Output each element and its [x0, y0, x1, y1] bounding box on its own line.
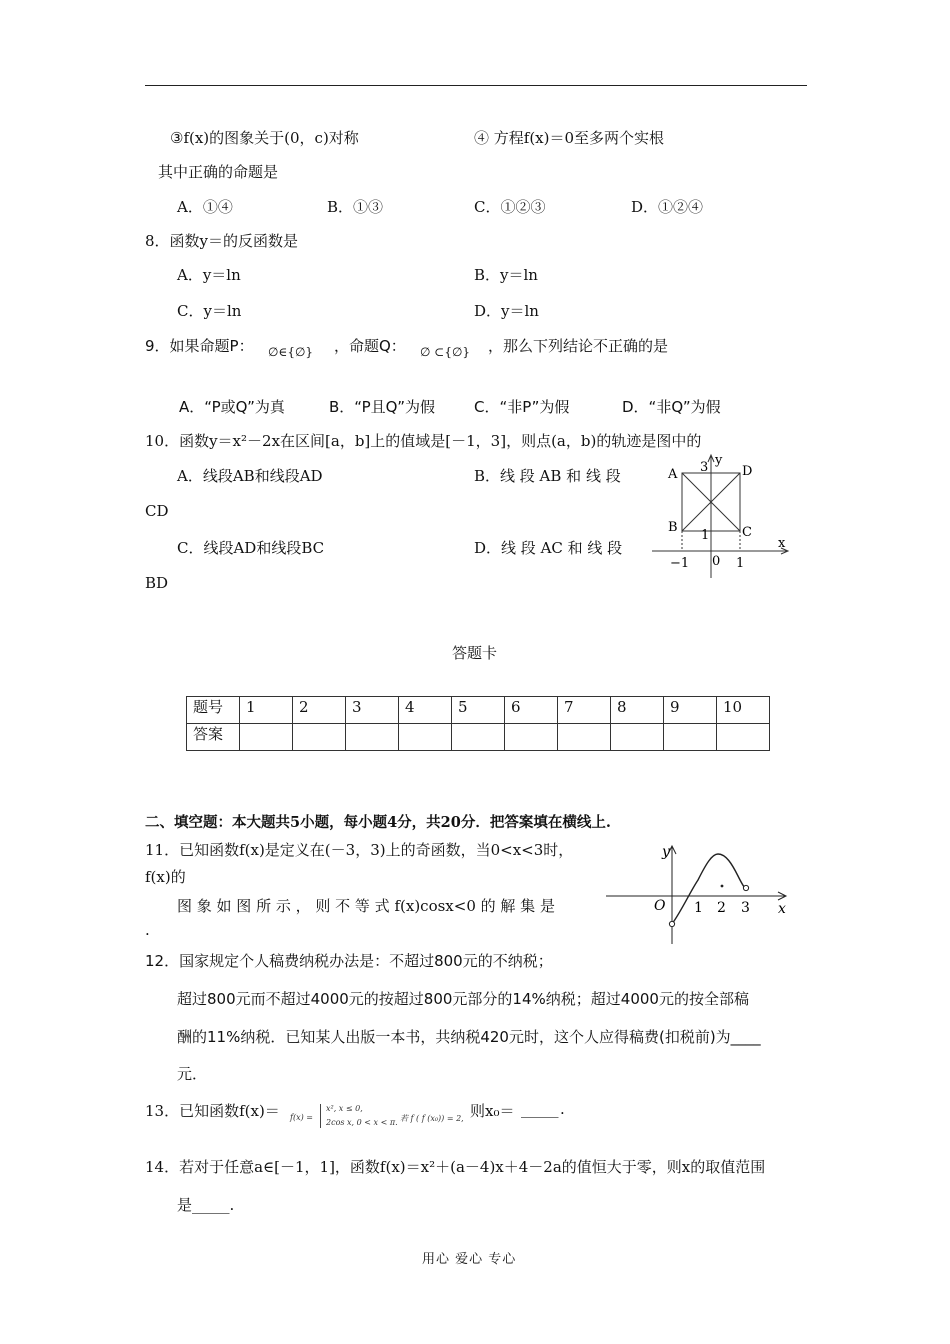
- q9-option-a: A．“P或Q”为真: [179, 398, 285, 416]
- answer-card-number: 10: [717, 697, 770, 724]
- q10-label-a: A: [668, 467, 678, 482]
- q11-open-point-right: [743, 885, 748, 890]
- q13-case1: x², x ≤ 0,: [326, 1104, 363, 1113]
- answer-card-number: 6: [505, 697, 558, 724]
- answer-cell[interactable]: [452, 724, 505, 751]
- q10-label-d: D: [742, 464, 753, 479]
- q13-end: .: [560, 1100, 565, 1118]
- q11-tick-1: 1: [694, 900, 703, 916]
- q7-prop4: ④ 方程f(x)＝0至多两个实根: [474, 129, 665, 147]
- q11-curve: [672, 854, 745, 924]
- answer-cell[interactable]: [293, 724, 346, 751]
- q11-figure: [598, 840, 798, 950]
- q10-option-d: D．线 段 AC 和 线 段: [474, 539, 623, 557]
- q7-stem: 其中正确的命题是: [158, 163, 279, 181]
- q9-option-d: D．“非Q”为假: [622, 398, 721, 416]
- q10-label-zero: 0: [712, 554, 721, 569]
- answer-cell[interactable]: [505, 724, 558, 751]
- q10-figure: [648, 450, 798, 580]
- section2-heading: 二、填空题：本大题共5小题，每小题4分，共20分．把答案填在横线上.: [145, 814, 611, 831]
- answer-card-table: [186, 696, 770, 751]
- q8-option-c: C．y＝ln: [177, 302, 242, 320]
- q11-tick-2: 2: [717, 900, 726, 916]
- q10-label-x: x: [778, 536, 786, 551]
- q13-case2: 2cos x, 0 < x < π.: [326, 1118, 398, 1127]
- q8-stem: 8．函数y＝的反函数是: [145, 232, 299, 250]
- q13-brace: [320, 1104, 323, 1128]
- q10-option-a: A．线段AB和线段AD: [177, 467, 323, 485]
- q7-option-a: A．①④: [177, 198, 233, 216]
- answer-cell[interactable]: [346, 724, 399, 751]
- answer-card-number: 7: [558, 697, 611, 724]
- answer-card-number: 5: [452, 697, 505, 724]
- answer-cell[interactable]: [717, 724, 770, 751]
- q11-label-x: x: [778, 901, 786, 917]
- q10-label-one-x: 1: [736, 556, 745, 571]
- q9-option-b: B．“P且Q”为假: [329, 398, 435, 416]
- q14-line1: 14．若对于任意a∈[－1，1]，函数f(x)＝x²＋(a－4)x＋4－2a的值恒大于零，则x的取值范围: [145, 1158, 766, 1176]
- q11-dot: [721, 885, 724, 888]
- q10-label-neg-one: −1: [670, 556, 690, 571]
- answer-card-number: 8: [611, 697, 664, 724]
- q9-stem-b: ，命题Q：: [334, 337, 406, 355]
- page-footer: 用心 爱心 专心: [422, 1252, 517, 1267]
- q9-q-set: ∅ ⊂{∅}: [420, 345, 471, 359]
- q12-line1: 12．国家规定个人稿费纳税办法是：不超过800元的不纳税；: [145, 952, 553, 970]
- q12-line4: 元．: [177, 1065, 208, 1083]
- q11-label-o: O: [654, 898, 666, 914]
- q10-option-d-cont: BD: [145, 574, 169, 592]
- q11-label-y: y: [662, 844, 670, 860]
- answer-card-number: 3: [346, 697, 399, 724]
- q11-tick-3: 3: [741, 900, 750, 916]
- q9-p-set: ∅∈{∅}: [268, 345, 314, 359]
- q11-line3: 图 象 如 图 所 示 ， 则 不 等 式 f(x)cosx<0 的 解 集 是: [177, 897, 555, 915]
- q10-option-b-cont: CD: [145, 502, 169, 520]
- answer-card-row2-label: 答案: [187, 724, 240, 751]
- q7-option-c: C．①②③: [474, 198, 546, 216]
- q7-option-d: D．①②④: [631, 198, 704, 216]
- answer-card-number: 1: [240, 697, 293, 724]
- q12-line2: 超过800元而不超过4000元的按超过800元部分的14%纳税；超过4000元的按全部稿: [177, 990, 749, 1008]
- answer-cell[interactable]: [611, 724, 664, 751]
- header-rule: [145, 85, 807, 86]
- q7-prop3: ③f(x)的图象关于(0，c)对称: [170, 129, 359, 147]
- q13-stem-b: 则x₀＝: [470, 1102, 515, 1120]
- q9-stem-c: ，那么下列结论不正确的是: [488, 337, 669, 355]
- q13-condition: 若 f ( f (x₀)) = 2,: [400, 1114, 464, 1123]
- answer-card-answer-row: [187, 724, 770, 751]
- answer-cell[interactable]: [240, 724, 293, 751]
- q8-option-a: A．y＝ln: [177, 266, 241, 284]
- q9-stem-a: 9．如果命题P：: [145, 337, 254, 355]
- answer-cell[interactable]: [399, 724, 452, 751]
- q7-option-b: B．①③: [327, 198, 384, 216]
- answer-card-number: 4: [399, 697, 452, 724]
- q11-line2: f(x)的: [145, 868, 186, 886]
- answer-card-row1-label: 题号: [187, 697, 240, 724]
- q13-blank[interactable]: _____: [521, 1100, 559, 1118]
- q10-option-c: C．线段AD和线段BC: [177, 539, 325, 557]
- answer-cell[interactable]: [664, 724, 717, 751]
- q10-label-y: y: [715, 453, 723, 468]
- q8-option-b: B．y＝ln: [474, 266, 538, 284]
- q10-label-one: 1: [701, 528, 710, 543]
- q10-label-b: B: [668, 520, 678, 535]
- q10-label-three: 3: [700, 460, 709, 475]
- q11-line4: .: [145, 921, 150, 939]
- answer-card-number-row: [187, 697, 770, 724]
- q8-option-d: D．y＝ln: [474, 302, 539, 320]
- q11-line1: 11．已知函数f(x)是定义在(－3，3)上的奇函数，当0<x<3时，: [145, 841, 574, 859]
- q10-stem: 10．函数y＝x²－2x在区间[a，b]上的值域是[－1，3]，则点(a，b)的轨迹是图中的: [145, 432, 702, 450]
- q9-option-c: C．“非P”为假: [474, 398, 570, 416]
- answer-card-number: 2: [293, 697, 346, 724]
- q10-label-c: C: [742, 525, 752, 540]
- q11-open-point-left: [669, 921, 674, 926]
- q14-line2: 是_____.: [177, 1196, 235, 1214]
- answer-card-number: 9: [664, 697, 717, 724]
- q13-stem-a: 13．已知函数f(x)＝: [145, 1102, 280, 1120]
- q12-line3: 酬的11%纳税．已知某人出版一本书，共纳税420元时，这个人应得稿费(扣税前)为____: [177, 1028, 761, 1046]
- q13-formula-lhs: f(x) =: [290, 1113, 313, 1122]
- answer-card-title: 答题卡: [452, 644, 498, 662]
- q10-option-b: B．线 段 AB 和 线 段: [474, 467, 621, 485]
- answer-cell[interactable]: [558, 724, 611, 751]
